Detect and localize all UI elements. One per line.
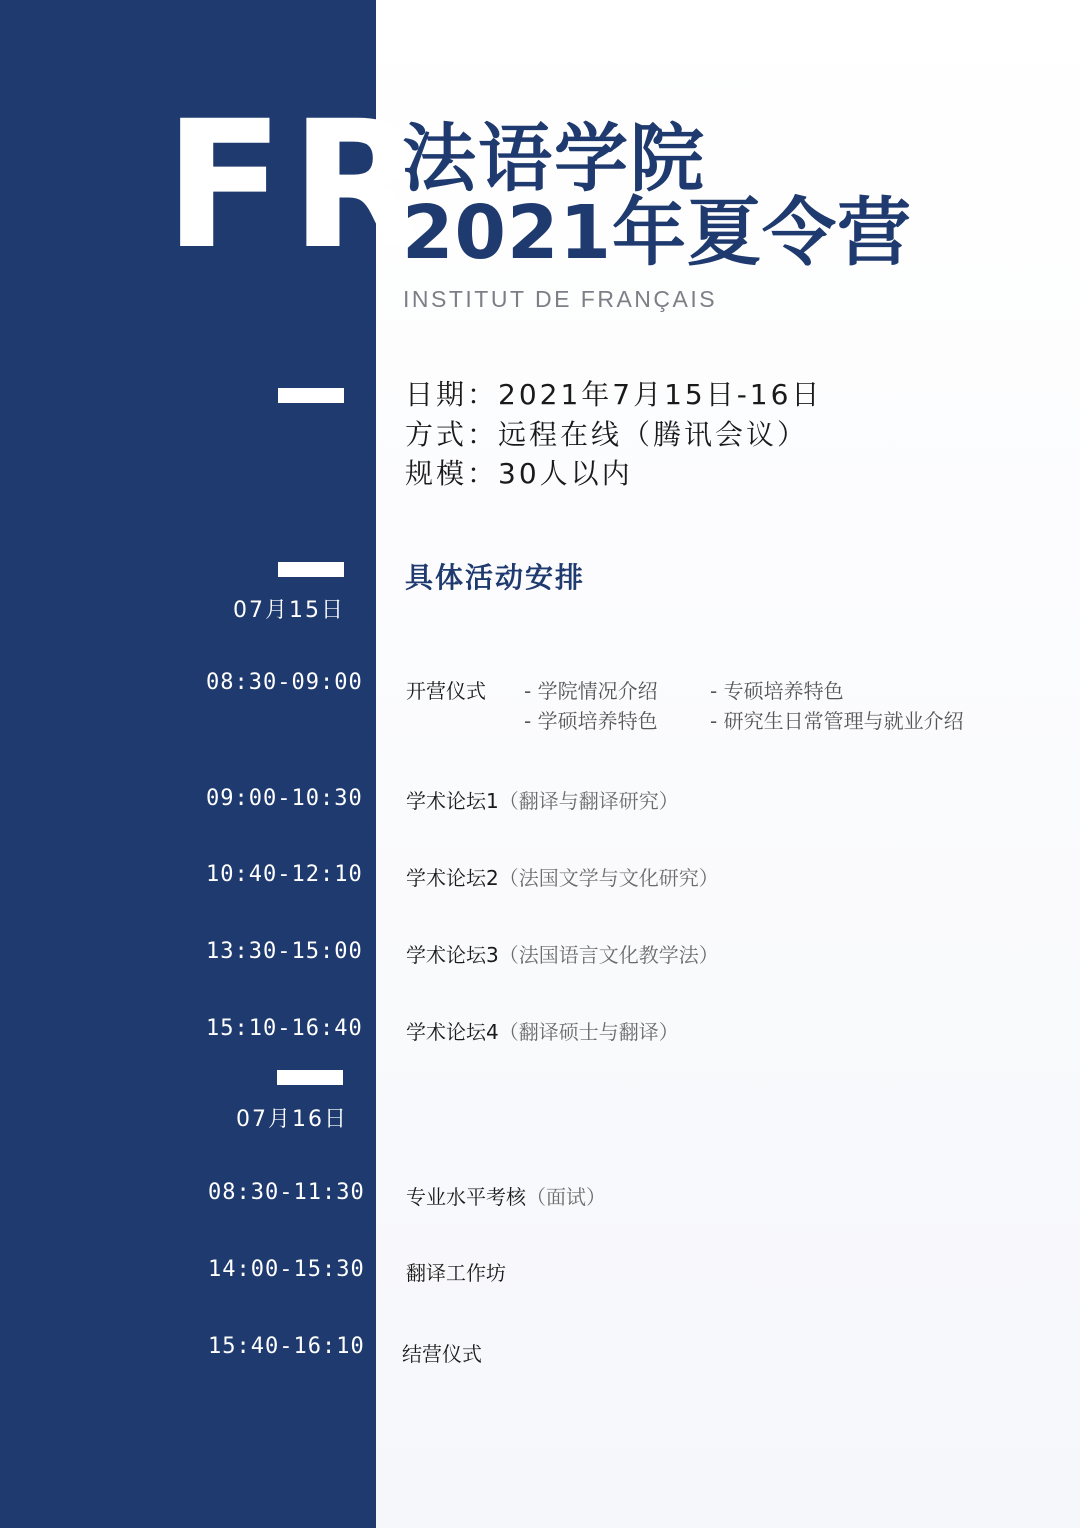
event-title: 学术论坛3 [406, 943, 499, 967]
schedule-time: 09:00-10:30 [206, 786, 363, 811]
info-method: 方式：远程在线（腾讯会议） [405, 418, 809, 451]
divider-bar-info [278, 388, 344, 403]
event-title: 翻译工作坊 [406, 1261, 506, 1285]
day1-label: 07月15日 [233, 598, 345, 623]
schedule-event [406, 862, 719, 891]
event-note: （面试） [526, 1185, 606, 1209]
schedule-event [402, 1338, 482, 1367]
schedule-time: 13:30-15:00 [206, 939, 363, 964]
event-note: （法国语言文化教学法） [498, 943, 719, 967]
schedule-time: 08:30-09:00 [206, 670, 363, 695]
event-title: 专业水平考核 [406, 1185, 526, 1209]
schedule-event [406, 1016, 679, 1045]
opening-subitem: - 学院情况介绍 [524, 679, 658, 703]
page-title-line2: 2021年夏令营 [402, 190, 912, 276]
schedule-time: 14:00-15:30 [208, 1257, 365, 1282]
schedule-time: 15:40-16:10 [208, 1334, 365, 1359]
opening-subitem: - 专硕培养特色 [710, 679, 844, 703]
divider-bar-day2 [277, 1070, 343, 1085]
event-note: （翻译硕士与翻译） [498, 1020, 679, 1044]
schedule-event [406, 675, 486, 704]
event-title: 结营仪式 [402, 1342, 482, 1366]
page-title-line1: 法语学院 [402, 116, 706, 202]
info-scale: 规模：30人以内 [405, 457, 633, 490]
schedule-event [406, 1181, 606, 1210]
day2-label: 07月16日 [236, 1107, 348, 1132]
opening-subitem: - 学硕培养特色 [524, 709, 658, 733]
schedule-event [406, 1257, 506, 1286]
schedule-event [406, 785, 679, 814]
fr-logo-text: FR [164, 83, 432, 288]
schedule-time: 10:40-12:10 [206, 862, 363, 887]
event-title: 开营仪式 [406, 679, 486, 703]
event-note: （法国文学与文化研究） [498, 866, 719, 890]
event-note: （翻译与翻译研究） [498, 789, 679, 813]
schedule-time: 08:30-11:30 [208, 1180, 365, 1205]
event-title: 学术论坛1 [406, 789, 499, 813]
event-title: 学术论坛2 [406, 866, 499, 890]
event-title: 学术论坛4 [406, 1020, 499, 1044]
schedule-event [406, 939, 719, 968]
opening-subitem: - 研究生日常管理与就业介绍 [710, 709, 964, 733]
institute-subtitle: INSTITUT DE FRANÇAIS [403, 286, 718, 312]
schedule-heading: 具体活动安排 [405, 561, 586, 594]
schedule-time: 15:10-16:40 [206, 1016, 363, 1041]
divider-bar-day1 [278, 562, 344, 577]
info-date: 日期：2021年7月15日-16日 [405, 378, 823, 411]
